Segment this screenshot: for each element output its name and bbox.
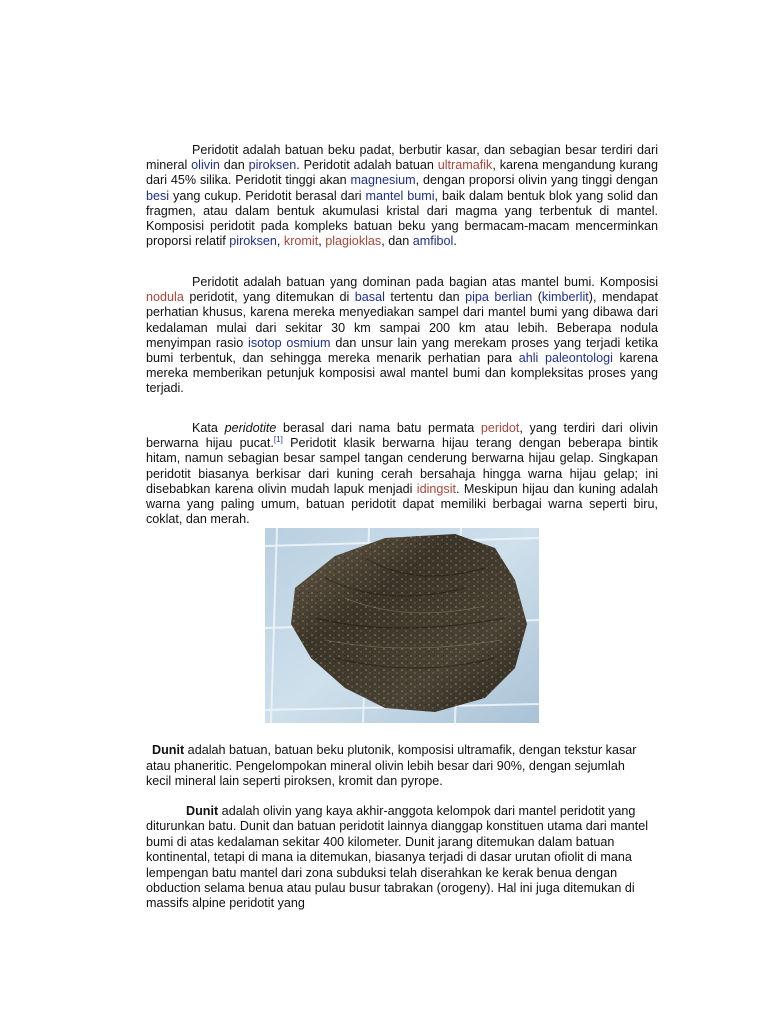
bold-term-dunit: Dunit (186, 804, 219, 818)
link-isotop-osmium[interactable]: isotop osmium (248, 335, 331, 350)
peridotite-rock-photo (265, 528, 539, 723)
footnote-ref[interactable]: [1] (273, 435, 283, 445)
italic-term: peridotite (224, 421, 277, 435)
text: karena mereka memberikan petunjuk komposisi awal mantel bumi dan kompleksitas proses yang terjadi. (146, 351, 658, 396)
link-basal[interactable]: basal (354, 290, 385, 305)
link-olivin[interactable]: olivin (191, 158, 220, 173)
text: Peridotit adalah batuan beku padat, berbutir kasar, dan sebagian besar terdiri dari mineral (146, 143, 658, 173)
text: dan unsur lain yang merekam proses yang terjadi ketika bumi terbentuk, dan sehingga mereka menarik perhatian para (146, 335, 658, 366)
text: berasal dari nama batu permata (276, 421, 481, 435)
text: , dan (381, 234, 413, 249)
link-piroksen[interactable]: piroksen (229, 234, 277, 249)
link-kromit[interactable]: kromit (283, 234, 319, 249)
link-pipa-berlian[interactable]: pipa berlian (465, 290, 533, 305)
paragraph-peridotit-etimologi (146, 421, 658, 527)
link-kimberlit[interactable]: kimberlit (541, 290, 589, 305)
text: ( (532, 290, 542, 305)
text: adalah batuan, batuan beku plutonik, komposisi ultramafik, dengan tekstur kasar atau phaneritic. Pengelompokan mineral olivin lebih besar dari 90%, dengan sejumlah kecil mineral lain seperti piroksen, kromit dan pyrope. (146, 743, 637, 789)
link-magnesium[interactable]: magnesium (350, 173, 416, 188)
text: Peridotit klasik berwarna hijau terang dengan beberapa bintik hitam, namun sebagian besar sampel tangan cenderung berwarna hijau gelap. Singkapan peridotit biasanya berkisar dari kuning cerah bersahaja hingga warna hijau gelap; ini disebabkan karena olivin mudah lapuk menjadi (146, 436, 658, 496)
text: , yang terdiri dari olivin berwarna hijau pucat. (146, 421, 659, 451)
link-ahli-paleontologi[interactable]: ahli paleontologi (518, 351, 613, 366)
paragraph-peridotit-mantel (146, 275, 658, 397)
paragraph-peridotit-intro (146, 143, 658, 249)
text: , baik dalam bentuk blok yang solid dan fragmen, atau dalam bentuk akumulasi kristal dari magma yang terbentuk di mantel. Komposisi peridotit pada kompleks batuan beku yang bermacam-macam mencerminkan proporsi relatif (146, 188, 658, 249)
text: peridotit, yang ditemukan di (183, 290, 355, 305)
text: ), mendapat perhatian khusus, karena mereka menyediakan sampel dari mantel bumi yang dibawa dari kedalaman mulai dari sekitar 30 km sampai 200 km atau lebih. Beberapa nodula menyimpan rasio (146, 290, 658, 350)
text: . Peridotit adalah batuan (296, 158, 438, 173)
link-ultramafik[interactable]: ultramafik (437, 158, 493, 173)
text: tertentu dan (384, 290, 466, 305)
text: , (276, 234, 284, 249)
paragraph-dunit-detail (146, 804, 658, 912)
text: . Meskipun hijau dan kuning adalah warna yang paling umum, batuan peridotit dapat memiliki berbagai warna seperti biru, coklat, dan merah. (146, 481, 658, 527)
text: Kata (192, 421, 225, 435)
text: Peridotit adalah batuan yang dominan pada bagian atas mantel bumi. Komposisi (192, 275, 658, 289)
text: , karena mengandung kurang dari 45% silika. Peridotit tinggi akan (146, 158, 658, 188)
text: . (453, 234, 457, 249)
link-nodula[interactable]: nodula (146, 290, 184, 305)
link-piroksen[interactable]: piroksen (248, 158, 297, 173)
text: adalah olivin yang kaya akhir-anggota kelompok dari mantel peridotit yang diturunkan batu. Dunit dan batuan peridotit lainnya dianggap konstituen utama dari mantel bumi di atas kedalaman sekitar 400 kilometer. Dunit jarang ditemukan dalam batuan kontinental, tetapi di mana ia ditemukan, biasanya terjadi di dasar urutan ofiolit di mana lempengan batu mantel dari zona subduksi telah diserahkan ke kerak benua dengan obduction selama benua atau pulau busur tabrakan (orogeny). Hal ini juga ditemukan di massifs alpine peridotit yang (146, 804, 648, 911)
link-plagioklas[interactable]: plagioklas (325, 234, 382, 249)
link-idingsit[interactable]: idingsit (416, 481, 456, 496)
link-mantel-bumi[interactable]: mantel bumi (365, 188, 435, 203)
link-besi[interactable]: besi (146, 188, 170, 203)
bold-term-dunit: Dunit (152, 743, 185, 757)
text: yang cukup. Peridotit berasal dari (169, 188, 366, 203)
paragraph-dunit-definisi (146, 743, 646, 790)
link-amfibol[interactable]: amfibol (412, 234, 454, 249)
text: , (318, 234, 326, 249)
link-peridot[interactable]: peridot (480, 421, 520, 435)
text: , dengan proporsi olivin yang tinggi dengan (415, 173, 659, 188)
text: dan (219, 158, 249, 173)
